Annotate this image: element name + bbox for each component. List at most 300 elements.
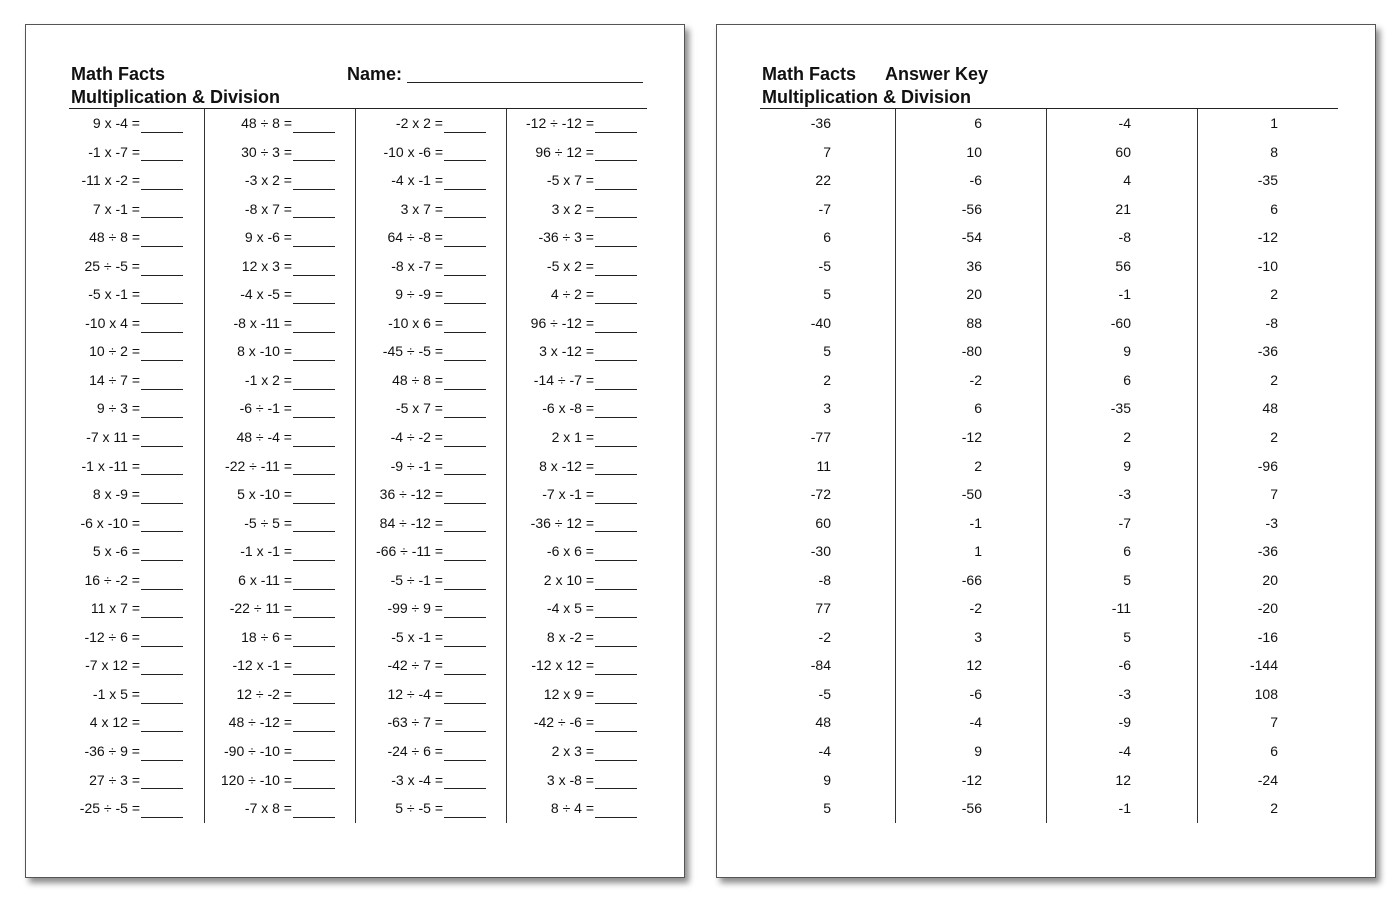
problem-item xyxy=(507,138,657,167)
problem-item xyxy=(507,252,657,281)
answer-blank[interactable] xyxy=(293,773,335,789)
answer-blank[interactable] xyxy=(444,317,486,333)
answer-blank[interactable] xyxy=(595,117,637,133)
problem-item xyxy=(205,623,355,652)
problem-text: -12 ÷ -12 = xyxy=(526,115,594,131)
answer-value: 2 xyxy=(974,457,982,474)
problem-item xyxy=(356,623,506,652)
answer-value: 2 xyxy=(1123,429,1131,446)
answer-item xyxy=(896,452,1046,481)
problem-text: -12 x -1 = xyxy=(232,657,292,674)
problem-item xyxy=(53,109,204,138)
answer-blank[interactable] xyxy=(293,288,335,304)
answer-value: -35 xyxy=(1110,400,1131,417)
answer-item xyxy=(1047,594,1197,623)
answer-value: 10 xyxy=(966,143,982,160)
answer-item xyxy=(896,651,1046,680)
problem-text: -5 x 2 = xyxy=(546,257,594,274)
answer-value: -5 xyxy=(818,257,831,274)
answer-item xyxy=(744,138,895,167)
answer-item xyxy=(744,594,895,623)
problem-item xyxy=(205,594,355,623)
problem-item xyxy=(53,452,204,481)
problem-item xyxy=(507,223,657,252)
answer-blank[interactable] xyxy=(293,802,335,818)
problem-text: -3 x 2 = xyxy=(244,172,292,189)
problem-column-4 xyxy=(506,109,657,823)
problem-text: 8 x -12 = xyxy=(539,457,594,474)
answer-value: 7 xyxy=(823,143,831,160)
problem-item xyxy=(53,337,204,366)
answer-blank[interactable] xyxy=(444,802,486,818)
answer-blank[interactable] xyxy=(595,773,637,789)
answer-item xyxy=(744,423,895,452)
answer-item xyxy=(1047,394,1197,423)
problem-item xyxy=(507,509,657,538)
answer-blank[interactable] xyxy=(444,545,486,561)
answer-blank[interactable] xyxy=(595,545,637,561)
answer-blank[interactable] xyxy=(595,745,637,761)
answer-item xyxy=(744,366,895,395)
answer-item xyxy=(1198,109,1348,138)
answer-value: -2 xyxy=(969,600,982,617)
problem-item xyxy=(205,138,355,167)
answer-value: 5 xyxy=(823,286,831,303)
answer-blank[interactable] xyxy=(595,231,637,247)
answer-blank[interactable] xyxy=(595,602,637,618)
answer-item xyxy=(1047,138,1197,167)
answer-item xyxy=(1047,166,1197,195)
answer-value: -12 xyxy=(1257,229,1278,246)
answer-blank[interactable] xyxy=(293,631,335,647)
problem-item xyxy=(356,737,506,766)
answer-item xyxy=(744,394,895,423)
answer-blank[interactable] xyxy=(595,174,637,190)
problem-item xyxy=(356,394,506,423)
problem-column-2 xyxy=(204,109,355,823)
answer-blank[interactable] xyxy=(293,174,335,190)
problem-item xyxy=(507,680,657,709)
answer-item xyxy=(896,794,1046,823)
answer-blank[interactable] xyxy=(141,317,183,333)
answer-blank[interactable] xyxy=(293,145,335,161)
answer-blank[interactable] xyxy=(141,773,183,789)
answer-blank[interactable] xyxy=(444,659,486,675)
problem-text: 48 ÷ 8 = xyxy=(392,371,443,388)
problem-item xyxy=(356,766,506,795)
answer-blank[interactable] xyxy=(141,745,183,761)
answer-item xyxy=(896,766,1046,795)
problem-item xyxy=(53,737,204,766)
answer-blank[interactable] xyxy=(293,402,335,418)
answer-item xyxy=(1198,166,1348,195)
answer-blank[interactable] xyxy=(293,688,335,704)
answer-item xyxy=(744,280,895,309)
problem-text: -7 x 12 = xyxy=(85,657,140,674)
answer-value: -72 xyxy=(810,486,831,503)
problem-text: -7 x -1 = xyxy=(542,486,594,503)
answer-item xyxy=(1198,680,1348,709)
answer-blank[interactable] xyxy=(293,231,335,247)
answer-value: 20 xyxy=(1262,571,1278,588)
answer-value: 5 xyxy=(1123,628,1131,645)
answer-blank[interactable] xyxy=(141,374,183,390)
answer-item xyxy=(1047,423,1197,452)
problem-text: 8 x -2 = xyxy=(546,628,594,645)
problem-text: -8 x -11 = xyxy=(233,314,292,331)
answer-blank[interactable] xyxy=(141,145,183,161)
answer-blank[interactable] xyxy=(595,317,637,333)
answer-blank[interactable] xyxy=(444,402,486,418)
problem-item xyxy=(356,651,506,680)
answer-blank[interactable] xyxy=(293,516,335,532)
answer-blank[interactable] xyxy=(141,631,183,647)
answer-blank[interactable] xyxy=(141,545,183,561)
answer-blank[interactable] xyxy=(444,374,486,390)
answer-value: -40 xyxy=(810,314,831,331)
problem-text: -9 ÷ -1 = xyxy=(390,457,443,474)
problem-text: -1 x -1 = xyxy=(240,543,292,560)
answer-blank[interactable] xyxy=(293,574,335,590)
problem-item xyxy=(356,195,506,224)
answer-key-page xyxy=(716,24,1376,878)
answer-blank[interactable] xyxy=(595,631,637,647)
answer-item xyxy=(896,708,1046,737)
problem-text: -99 ÷ 9 = xyxy=(387,600,443,617)
answer-blank[interactable] xyxy=(293,117,335,133)
answer-value: 2 xyxy=(1270,371,1278,388)
answer-value: 1 xyxy=(1270,115,1278,131)
answer-blank[interactable] xyxy=(141,260,183,276)
problem-item xyxy=(507,452,657,481)
answer-blank[interactable] xyxy=(595,288,637,304)
answer-blank[interactable] xyxy=(595,716,637,732)
answer-value: -11 xyxy=(1111,600,1131,617)
answer-blank[interactable] xyxy=(293,602,335,618)
answer-blank[interactable] xyxy=(595,374,637,390)
answer-value: -6 xyxy=(969,685,982,702)
problem-item xyxy=(507,337,657,366)
answer-value: -1 xyxy=(969,514,982,531)
problem-text: 27 ÷ 3 = xyxy=(89,771,140,788)
answer-blank[interactable] xyxy=(444,516,486,532)
answer-blank[interactable] xyxy=(444,260,486,276)
problem-text: -42 ÷ -6 = xyxy=(533,714,594,731)
answer-blank[interactable] xyxy=(141,345,183,361)
answer-item xyxy=(744,337,895,366)
answer-blank[interactable] xyxy=(444,773,486,789)
problem-item xyxy=(507,195,657,224)
problem-item xyxy=(507,109,657,138)
problem-text: -8 x 7 = xyxy=(244,200,292,217)
problem-text: 8 x -9 = xyxy=(92,486,140,503)
answer-value: -9 xyxy=(1118,714,1131,731)
answer-item xyxy=(1047,737,1197,766)
answer-blank[interactable] xyxy=(444,174,486,190)
answer-item xyxy=(1047,680,1197,709)
answer-value: -66 xyxy=(961,571,982,588)
answer-blank[interactable] xyxy=(444,459,486,475)
answer-blank[interactable] xyxy=(444,602,486,618)
answer-blank[interactable] xyxy=(444,716,486,732)
problem-text: 2 x 10 = xyxy=(543,571,594,588)
answer-blank[interactable] xyxy=(595,402,637,418)
problem-text: -12 x 12 = xyxy=(531,657,594,674)
problem-item xyxy=(205,366,355,395)
problem-item xyxy=(53,566,204,595)
answer-item xyxy=(1198,566,1348,595)
answer-columns xyxy=(744,109,1348,823)
problem-item xyxy=(356,480,506,509)
problem-text: -10 x 4 = xyxy=(85,314,140,331)
answer-blank[interactable] xyxy=(595,145,637,161)
answer-value: -20 xyxy=(1257,600,1278,617)
name-write-line xyxy=(407,82,643,83)
answer-blank[interactable] xyxy=(444,631,486,647)
answer-value: 6 xyxy=(1270,743,1278,760)
problem-item xyxy=(53,594,204,623)
answer-item xyxy=(1198,708,1348,737)
problem-item xyxy=(205,223,355,252)
problem-item xyxy=(53,138,204,167)
answer-value: 60 xyxy=(1115,143,1131,160)
problem-column-1 xyxy=(53,109,204,823)
answer-value: -56 xyxy=(961,200,982,217)
answer-item xyxy=(1047,252,1197,281)
answer-blank[interactable] xyxy=(444,688,486,704)
answer-item xyxy=(1047,708,1197,737)
answer-value: 11 xyxy=(816,457,831,474)
answer-blank[interactable] xyxy=(141,231,183,247)
problem-item xyxy=(205,309,355,338)
answer-item xyxy=(1198,280,1348,309)
answer-item xyxy=(1047,195,1197,224)
answer-blank[interactable] xyxy=(595,345,637,361)
answer-blank[interactable] xyxy=(293,659,335,675)
problem-text: -4 x -1 = xyxy=(391,172,443,189)
answer-value: -1 xyxy=(1118,800,1131,817)
answer-item xyxy=(1198,252,1348,281)
problem-text: 7 x -1 = xyxy=(92,200,140,217)
problem-item xyxy=(356,252,506,281)
problem-text: 6 x -11 = xyxy=(238,571,292,588)
answer-value: -7 xyxy=(1118,514,1131,531)
problem-item xyxy=(53,394,204,423)
answer-blank[interactable] xyxy=(595,688,637,704)
answer-item xyxy=(896,309,1046,338)
answer-value: -12 xyxy=(961,429,982,446)
answer-value: 8 xyxy=(1270,143,1278,160)
answer-column-3 xyxy=(1046,109,1197,823)
answer-blank[interactable] xyxy=(141,431,183,447)
answer-blank[interactable] xyxy=(444,431,486,447)
problem-item xyxy=(507,737,657,766)
answer-item xyxy=(896,280,1046,309)
problem-item xyxy=(53,623,204,652)
answer-blank[interactable] xyxy=(444,117,486,133)
answer-item xyxy=(744,708,895,737)
problem-item xyxy=(356,594,506,623)
problem-text: 12 ÷ -2 = xyxy=(236,685,292,702)
answer-value: -4 xyxy=(818,743,831,760)
answer-blank[interactable] xyxy=(141,716,183,732)
answer-item xyxy=(896,252,1046,281)
answer-value: 12 xyxy=(966,657,982,674)
answer-blank[interactable] xyxy=(293,459,335,475)
answer-blank[interactable] xyxy=(293,745,335,761)
answer-value: 48 xyxy=(1262,400,1278,417)
problem-text: 5 ÷ -5 = xyxy=(395,800,443,817)
answer-blank[interactable] xyxy=(293,716,335,732)
problem-text: -6 x -8 = xyxy=(542,400,594,417)
answer-value: 6 xyxy=(974,400,982,417)
answer-blank[interactable] xyxy=(444,488,486,504)
answer-blank[interactable] xyxy=(141,202,183,218)
answer-blank[interactable] xyxy=(141,602,183,618)
problem-text: 25 ÷ -5 = xyxy=(84,257,140,274)
answer-blank[interactable] xyxy=(293,317,335,333)
answer-item xyxy=(1198,337,1348,366)
problem-item xyxy=(205,109,355,138)
problem-item xyxy=(53,223,204,252)
answer-item xyxy=(896,737,1046,766)
answer-blank[interactable] xyxy=(293,488,335,504)
problem-item xyxy=(356,509,506,538)
answer-blank[interactable] xyxy=(444,288,486,304)
answer-item xyxy=(1198,452,1348,481)
problem-text: 12 ÷ -4 = xyxy=(387,685,443,702)
problem-item xyxy=(53,195,204,224)
problem-text: -22 ÷ 11 = xyxy=(229,600,292,617)
answer-blank[interactable] xyxy=(595,459,637,475)
problem-item xyxy=(356,537,506,566)
answer-blank[interactable] xyxy=(595,516,637,532)
problem-item xyxy=(356,708,506,737)
answer-blank[interactable] xyxy=(293,260,335,276)
answer-item xyxy=(1198,766,1348,795)
problem-item xyxy=(507,537,657,566)
answer-value: -84 xyxy=(810,657,831,674)
answer-blank[interactable] xyxy=(595,260,637,276)
answer-blank[interactable] xyxy=(141,802,183,818)
answer-blank[interactable] xyxy=(141,174,183,190)
answer-blank[interactable] xyxy=(141,688,183,704)
problem-item xyxy=(205,480,355,509)
answer-value: -60 xyxy=(1110,314,1131,331)
answer-item xyxy=(744,166,895,195)
answer-item xyxy=(1047,366,1197,395)
answer-blank[interactable] xyxy=(293,202,335,218)
answer-item xyxy=(1047,280,1197,309)
answer-item xyxy=(896,138,1046,167)
answer-value: -56 xyxy=(961,800,982,817)
answer-item xyxy=(896,166,1046,195)
answer-value: 6 xyxy=(823,229,831,246)
answer-blank[interactable] xyxy=(141,288,183,304)
problem-text: 3 x -12 = xyxy=(539,343,594,360)
problem-text: -5 x 7 = xyxy=(395,400,443,417)
problem-item xyxy=(356,309,506,338)
answer-column-1 xyxy=(744,109,895,823)
problem-text: 5 x -6 = xyxy=(92,543,140,560)
problem-item xyxy=(53,309,204,338)
answer-blank[interactable] xyxy=(444,345,486,361)
answer-blank[interactable] xyxy=(444,202,486,218)
answer-blank[interactable] xyxy=(141,459,183,475)
answer-blank[interactable] xyxy=(444,574,486,590)
answer-value: 9 xyxy=(974,743,982,760)
answer-item xyxy=(1047,623,1197,652)
answer-blank[interactable] xyxy=(141,488,183,504)
problem-text: -4 x -5 = xyxy=(240,286,292,303)
answer-blank[interactable] xyxy=(595,659,637,675)
answer-item xyxy=(1047,509,1197,538)
answer-blank[interactable] xyxy=(595,574,637,590)
answer-item xyxy=(1198,366,1348,395)
answer-item xyxy=(896,337,1046,366)
answer-blank[interactable] xyxy=(444,231,486,247)
answer-blank[interactable] xyxy=(141,402,183,418)
problem-text: -45 ÷ -5 = xyxy=(382,343,443,360)
answer-value: 9 xyxy=(1123,457,1131,474)
answer-item xyxy=(744,509,895,538)
problem-text: 9 x -4 = xyxy=(92,115,140,131)
answer-value: -6 xyxy=(969,172,982,189)
problem-item xyxy=(53,252,204,281)
answer-blank[interactable] xyxy=(444,745,486,761)
answer-blank[interactable] xyxy=(595,202,637,218)
problem-text: 9 ÷ -9 = xyxy=(395,286,443,303)
answer-blank[interactable] xyxy=(141,117,183,133)
answer-blank[interactable] xyxy=(444,145,486,161)
answer-blank[interactable] xyxy=(293,345,335,361)
answer-blank[interactable] xyxy=(595,488,637,504)
problem-item xyxy=(507,594,657,623)
answer-value: -7 xyxy=(818,200,831,217)
answer-blank[interactable] xyxy=(293,374,335,390)
answer-item xyxy=(1047,766,1197,795)
problem-item xyxy=(205,166,355,195)
answer-blank[interactable] xyxy=(595,431,637,447)
answer-item xyxy=(744,566,895,595)
answer-item xyxy=(896,195,1046,224)
answer-item xyxy=(1047,337,1197,366)
answer-item xyxy=(896,537,1046,566)
problem-text: -42 ÷ 7 = xyxy=(387,657,443,674)
answer-blank[interactable] xyxy=(293,545,335,561)
problem-item xyxy=(507,394,657,423)
answer-item xyxy=(1047,794,1197,823)
answer-item xyxy=(1198,480,1348,509)
answer-value: -3 xyxy=(1118,486,1131,503)
answer-item xyxy=(896,680,1046,709)
answer-value: 88 xyxy=(966,314,982,331)
answer-value: 1 xyxy=(974,543,982,560)
answer-key-title: Math Facts xyxy=(762,64,857,84)
answer-item xyxy=(896,480,1046,509)
problem-text: 8 x -10 = xyxy=(237,343,292,360)
problem-text: 5 x -10 = xyxy=(237,486,292,503)
answer-blank[interactable] xyxy=(141,516,183,532)
problem-item xyxy=(53,366,204,395)
problem-text: -36 ÷ 3 = xyxy=(538,229,594,246)
answer-blank[interactable] xyxy=(141,574,183,590)
answer-blank[interactable] xyxy=(595,802,637,818)
problem-text: 48 ÷ 8 = xyxy=(241,115,292,131)
problem-text: -6 x 6 = xyxy=(546,543,594,560)
answer-blank[interactable] xyxy=(293,431,335,447)
answer-blank[interactable] xyxy=(141,659,183,675)
